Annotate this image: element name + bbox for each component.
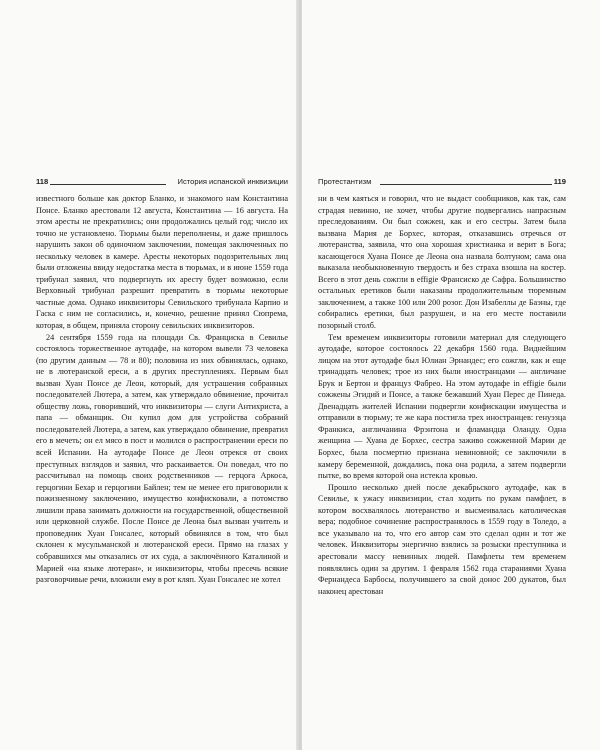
right-running-title: Протестантизм [318,177,372,186]
left-page-number: 118 [36,177,49,186]
right-header-rule [380,184,552,185]
right-paragraph: Прошло несколько дней после декабрьского аутодафе, как в Севилье, к ужасу инквизиции, стал ходить по рукам памфлет, в котором восхвалялось лютеранство и высмеивалась католическая вера; подобное сочинение распространялось в 1559 году в Толедо, а все указывало на то, что его автор сам это сделал один и тот же человек. Инквизиторы энергично взялись за розыски преступника и арестовали массу невинных людей. Памфлеты тем временем появлялись один за другим. 1 февраля 1562 года стараниями Хуана Фернандеса Барбосы, получившего за свой донос 200 дукатов, был наконец арестован [318,482,566,596]
left-page-body [36,193,288,586]
right-running-head [318,175,566,189]
right-page-number: 119 [553,177,566,186]
left-running-title: История испанской инквизиции [177,177,288,186]
right-paragraph: Тем временем инквизиторы готовили материал для следующего аутодафе, которое состоялось 22 декабря 1560 года. Виднейшим лицом на этот аутодафе был Юлиан Эрнандес; его сожгли, как и еще тринадцать человек; трое из них были иностранцами — англичане Брук и Бертон и француз Фабрео. На этом аутодафе in effigie были сожжены Эгидий и Понсе, а также бежавший Хуан Перес де Пинеда. Двенадцать жителей Испании подвергли конфискации имущества и отправили в тюрьму; те же кара постигла трех иностранцев: генуэзца Франкиса, англичанина Фрэнтона и фламандца Оланду. Одна женщина — Хуана де Борхес, сестра заживо сожженной Марии де Борхес, была посмертно признана невиновной; се заключили в камеру беременной, дождались, пока она родила, а затем подвергли пытке, во время которой она истекла кровью. [318,332,566,481]
left-running-head [36,175,288,189]
left-paragraph: 24 сентября 1559 года на площади Св. Франциска в Севилье состоялось торжественное аутодафе, на котором вывели 73 человека (по другим данным — 78 и 80); половина из них обвинялась, однако, не в лютеранской ереси, а в других преступлениях. Первым был вызван Хуан Понсе де Леон, который, для устрашения собранных последователей Лютера, а затем, как утверждало обвинение, прочитал обществу ложь, говоривший, что инквизиторы — слуги Антихриста, а папа — обманщик. Он купил дом для устройства собраний последователей Лютера, а затем, как утверждало обвинение, превратил его в мечеть; он ел мясо в пост и молился о распространении ереси по всей Испании. На аутодафе Понсе де Леон отрекся от своих преступных взглядов и заявил, что раскаивается. Он поведал, что по рассчитывал на помощь своих родственников — герцога Аркоса, герцогини Бехар и герцогини Байлен; тем не менее его приговорили к пожизненному заключению, имущество конфисковали, а потомство лишили права занимать должности на государственной, общественной или церковной службе. После Понсе де Леона был вызван учитель и проповедник Хуан Гонсалес, который обвинялся в том, что был склонен к мусульманской и лютеранской ереси. Прямо на глазах у собравшихся мы отказались от их суда, а заключённого Каталиной и Марией «на языке лютеран», и инквизиторы, чтобы пресечь всякие разговорчивые речи, вложили ему в рот кляп. Хуан Гонсалес не хотел [36,332,288,585]
right-page [302,0,600,750]
right-page-body [318,193,566,597]
left-header-rule [50,184,166,185]
left-page [0,0,298,750]
right-paragraph: ни в чем каяться и говорил, что не выдаст сообщников, как так, сам страдая невинно, не хочет, чтобы другие подвергались напрасным преследованиям. Он был сожжен, как и его сестры. Затем была вызвана Мария де Борхес, которая, отказавшись отречься от лютеранства, заявила, что она хорошая христианка и верит в Бога; касающегося Хуана Понсе де Леона она назвала болтуном; сама она выказала необыкновенную твердость и без страха взошла на костер. Всего в этот день сожгли в effigie Франсиско де Сафра. Большинство остальных еретиков были наказаны продолжительным тюремным заключением, а также 100 или 200 розог. Дон Изабеллы де Баэны, где собирались еретики, был разрушен, и на его месте поставили позорный столб. [318,194,566,331]
left-paragraph: известного больше как доктор Бланко, и знакомого нам Константина Понсе. Бланко арестовали 12 августа, Константина — 16 августа. На этом аресты не прекратились; они продолжались целый год; число их точно не установлено. Тюрьмы были переполнены, и даже пришлось нарушить закон об одиночном заключении, помещая заключенных по нескольку человек в камере. Аресты некоторых подозрительных лиц были отложены ввиду недостатка места в тюрьмах, и в июне 1559 года трибунал заявил, что подвергнуть их аресту будет возможно, если Верховный трибунал разрешит превратить в тюрьмы некоторые частные дома. Однако инквизиторы Севильского трибунала Карпио и Гаска с ним не согласились, и, конечно, решение принял Сюпрема, которая, в общем, приняла сторону севильских инквизиторов. [36,194,288,331]
